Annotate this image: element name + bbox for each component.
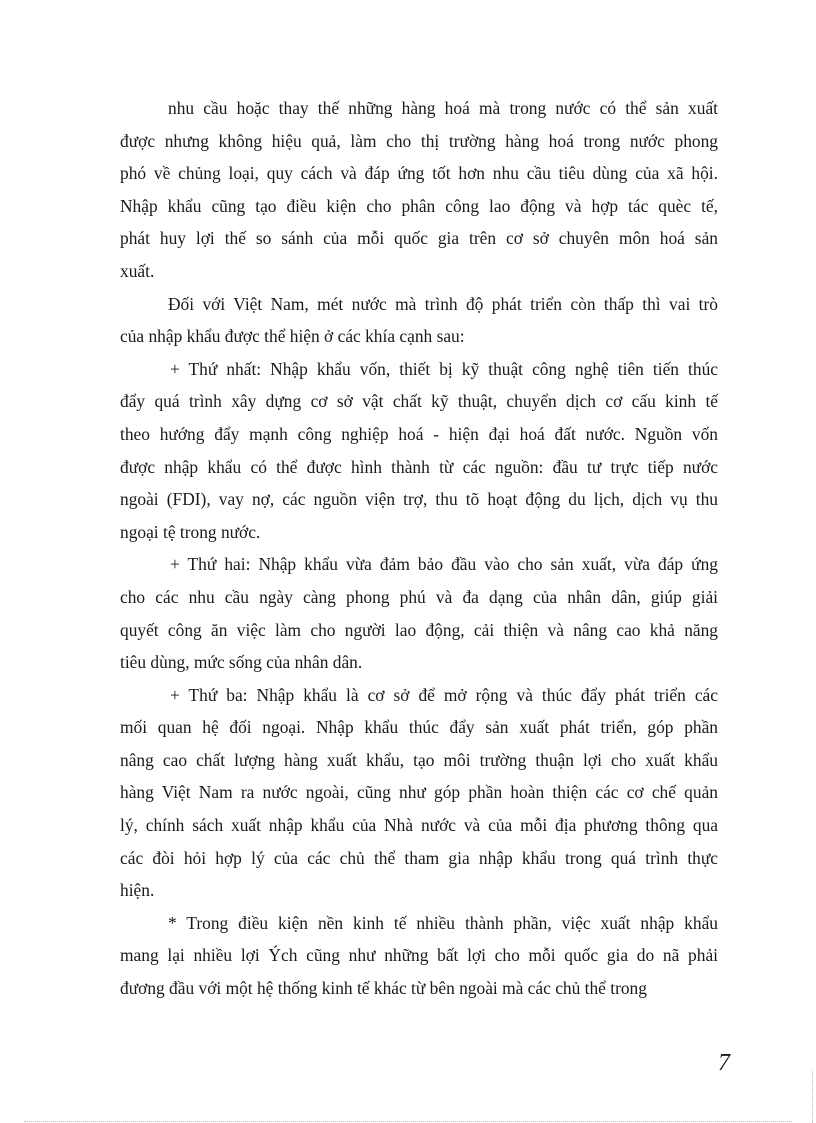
text-line: * Trong điều kiện nền kinh tế nhiều thành phần, việc xuất nhập khẩu	[168, 912, 718, 933]
text-line: cho các nhu cầu ngày càng phong phú và đa dạng của nhân dân, giúp giải	[120, 586, 718, 607]
text-line: đẩy quá trình xây dựng cơ sở vật chất kỹ thuật, chuyển dịch cơ cấu kinh tế	[120, 391, 718, 412]
text-line: nâng cao chất lượng hàng xuất khẩu, tạo môi trường thuận lợi cho xuất khẩu	[120, 749, 718, 770]
text-line: xuất.	[120, 260, 155, 281]
text-line: phát huy lợi thế so sánh của mỗi quốc gia trên cơ sở chuyên môn hoá sản	[120, 228, 718, 249]
text-line: theo hướng đẩy mạnh công nghiệp hoá - hiện đại hoá đất nước. Nguồn vốn	[120, 423, 718, 444]
text-line: Nhập khẩu cũng tạo điều kiện cho phân công lao động và hợp tác quèc tế,	[120, 195, 718, 216]
page-number: 7	[718, 1050, 730, 1076]
text-line: tiêu dùng, mức sống của nhân dân.	[120, 652, 363, 673]
text-line: quyết công ăn việc làm cho người lao động, cải thiện và nâng cao khả năng	[120, 619, 718, 640]
text-line: lý, chính sách xuất nhập khẩu của Nhà nước và của mỗi địa phương thông qua	[120, 815, 718, 836]
text-line: đương đầu với một hệ thống kinh tế khác từ bên ngoài mà các chủ thể trong	[120, 978, 647, 999]
corner-dotted-rule	[812, 1070, 813, 1123]
text-line: được nhưng không hiệu quả, làm cho thị trường hàng hoá trong nước phong	[120, 130, 718, 151]
footer-dotted-rule	[24, 1121, 792, 1122]
text-line: hàng Việt Nam ra nước ngoài, cũng như góp phần hoàn thiện các cơ chế quản	[120, 782, 718, 803]
text-line: mang lại nhiều lợi Ých cũng như những bất lợi cho mỗi quốc gia do nã phải	[120, 945, 718, 966]
text-line: hiện.	[120, 880, 155, 901]
text-line: được nhập khẩu có thể được hình thành từ các nguồn: đầu tư trực tiếp nước	[120, 456, 718, 477]
text-line: mối quan hệ đối ngoại. Nhập khẩu thúc đẩy sản xuất phát triển, góp phần	[120, 717, 718, 738]
text-line: phó về chủng loại, quy cách và đáp ứng tốt hơn nhu cầu tiêu dùng của xã hội.	[120, 163, 718, 184]
text-line: ngoài (FDI), vay nợ, các nguồn viện trợ, thu tõ hoạt động du lịch, dịch vụ thu	[120, 489, 718, 510]
text-line: Đối với Việt Nam, mét nước mà trình độ phát triển còn thấp thì vai trò	[168, 293, 718, 314]
text-line: + Thứ hai: Nhập khẩu vừa đảm bảo đầu vào cho sản xuất, vừa đáp ứng	[170, 554, 718, 575]
text-line: các đòi hỏi hợp lý của các chủ thể tham gia nhập khẩu trong quá trình thực	[120, 847, 718, 868]
text-line: + Thứ ba: Nhập khẩu là cơ sở để mở rộng và thúc đẩy phát triển các	[170, 684, 718, 705]
text-line: nhu cầu hoặc thay thế những hàng hoá mà trong nước có thể sản xuất	[168, 98, 718, 118]
body-text	[120, 92, 718, 1005]
text-line: của nhập khẩu được thể hiện ở các khía cạnh sau:	[120, 326, 465, 347]
text-line: + Thứ nhất: Nhập khẩu vốn, thiết bị kỹ thuật công nghệ tiên tiến thúc	[170, 358, 718, 379]
text-line: ngoại tệ trong nước.	[120, 521, 261, 542]
